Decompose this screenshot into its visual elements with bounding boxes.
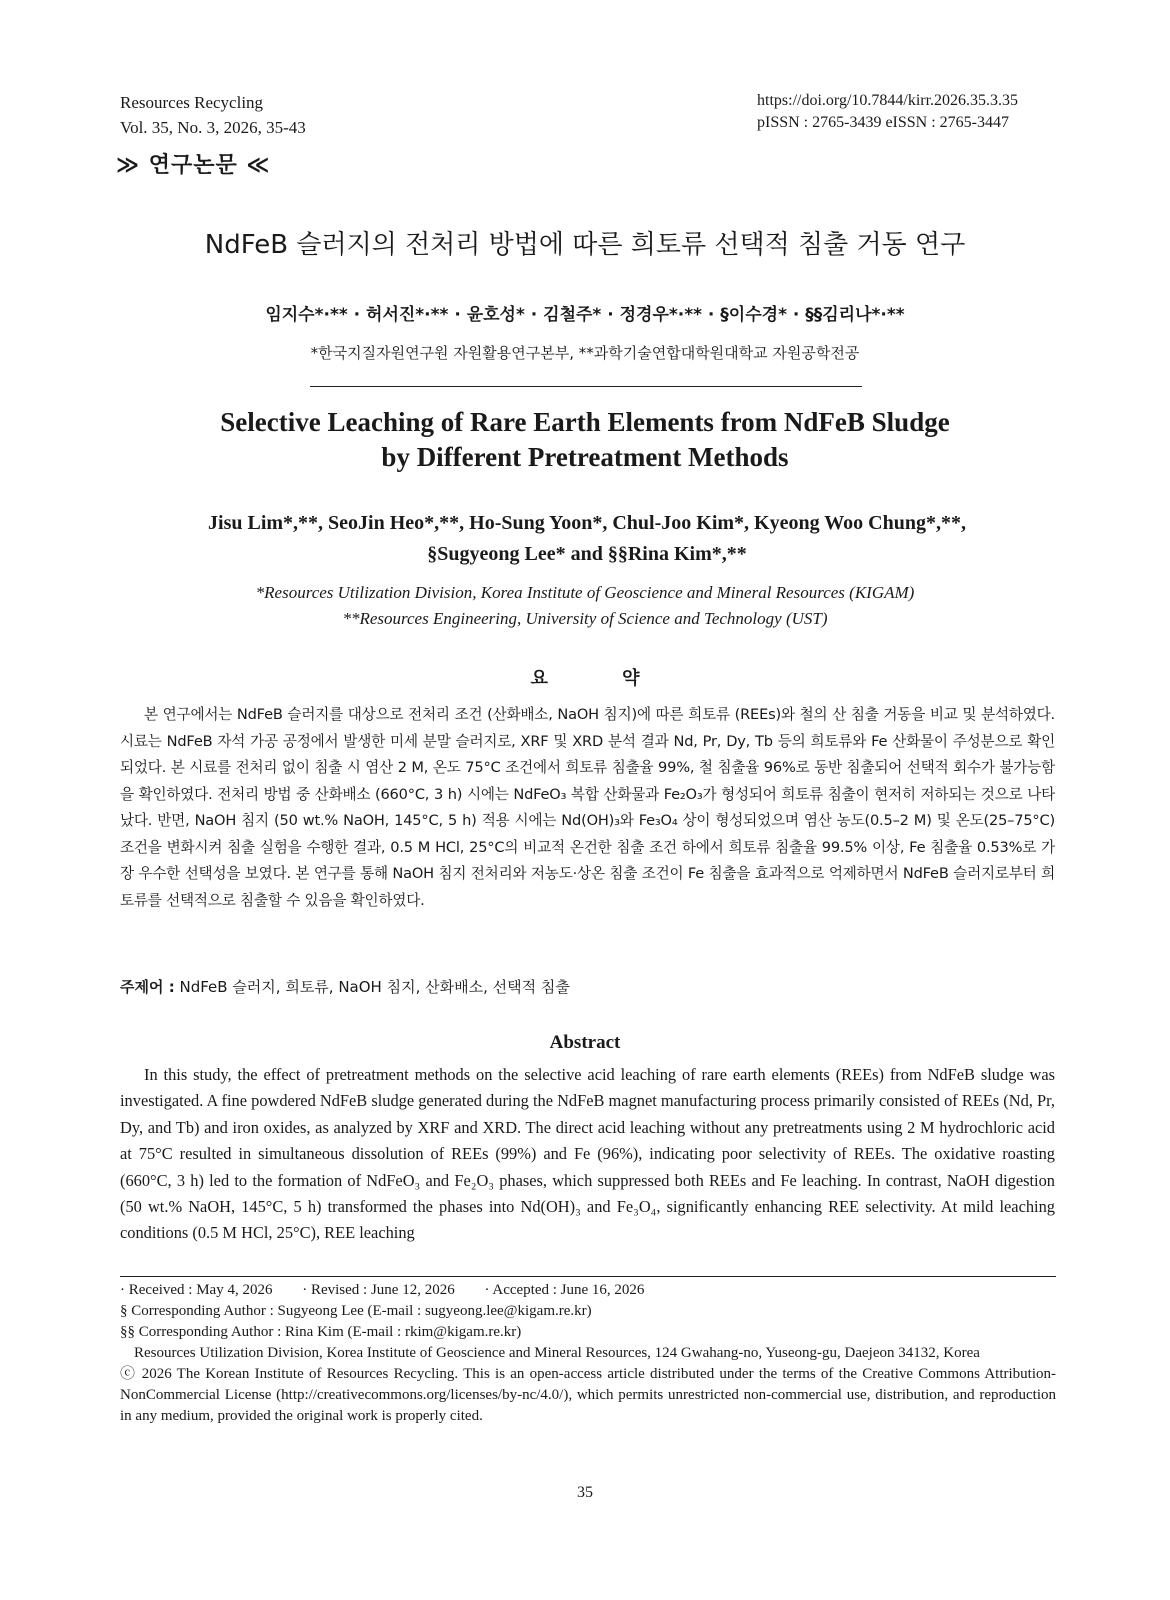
keywords-list: NdFeB 슬러지, 희토류, NaOH 침지, 산화배소, 선택적 침출 (179, 978, 570, 996)
revised-date: · Revised : June 12, 2026 (302, 1282, 455, 1298)
english-title-line1: Selective Leaching of Rare Earth Elements from NdFeB Sludge (220, 407, 950, 437)
korean-title: NdFeB 슬러지의 전처리 방법에 따른 희토류 선택적 침출 거동 연구 (204, 230, 966, 260)
english-affiliation-line2: **Resources Engineering, University of Science and Technology (UST) (342, 609, 828, 628)
volume-info: Vol. 35, No. 3, 2026, 35-43 (120, 118, 306, 137)
summary-heading: 요 약 (530, 668, 674, 689)
english-abstract: In this study, the effect of pretreatment methods on the selective acid leaching of rare earth elements (REEs) from NdFeB sludge was investigated. A fine powdered NdFeB sludge generated during the NdFeB magnet manufacturing process primarily consisted of REEs (Nd, Pr, Dy, and Tb) and iron oxides, as analyzed by XRF and XRD. The direct acid leaching without any pretreatments using 2 M hydrochloric acid at 75°C resulted in simultaneous dissolution of REEs (99%) and Fe (96%), indicating poor selectivity of REEs. The oxidative roasting (660°C, 3 h) led to the formation of NdFeO₃ and Fe₂O₃ phases, which suppressed both REEs and Fe leaching. In contrast, NaOH digestion (50 wt.% NaOH, 145°C, 5 h) transformed the phases into Nd(OH)₃ and Fe₃O₄, significantly enhancing REE selectivity. At mild leaching conditions (0.5 M HCl, 25°C), REE leaching (120, 1065, 1055, 1243)
english-authors (168, 508, 1006, 570)
issn: pISSN : 2765-3439 eISSN : 2765-3447 (757, 114, 1010, 131)
corresponding-author-2: §§ Corresponding Author : Rina Kim (E-mail : rkim@kigam.re.kr) (120, 1324, 522, 1340)
doi-link[interactable]: https://doi.org/10.7844/kirr.2026.35.3.35 (757, 92, 1019, 109)
received-date: · Received : May 4, 2026 (120, 1282, 273, 1298)
english-title-line2: by Different Pretreatment Methods (381, 442, 789, 472)
page-number: 35 (577, 1484, 593, 1501)
journal-name: Resources Recycling (120, 93, 264, 112)
article-dates (120, 1280, 1056, 1301)
english-affiliation (0, 580, 1170, 632)
english-affiliation-line1: *Resources Utilization Division, Korea Institute of Geoscience and Mineral Resources (KIGAM) (255, 583, 915, 602)
doi-info (757, 90, 1018, 134)
korean-abstract: 본 연구에서는 NdFeB 슬러지를 대상으로 전처리 조건 (산화배소, NaOH 침지)에 따른 희토류 (REEs)와 철의 산 침출 거동을 비교 및 분석하였다. 시료는 NdFeB 자석 가공 공정에서 발생한 미세 분말 슬러지로, XRF 및 XRD 분석 결과 Nd, Pr, Dy, Tb 등의 희토류와 Fe 산화물이 주성분으로 확인되었다. 본 시료를 전처리 없이 침출 시 염산 2 M, 온도 75°C 조건에서 희토류 침출율 99%, 철 침출율 96%로 동반 침출되어 선택적 회수가 불가능함을 확인하였다. 전처리 방법 중 산화배소 (660°C, 3 h) 시에는 NdFeO₃ 복합 산화물과 Fe₂O₃가 형성되어 희토류 침출이 현저히 저하되는 것으로 나타났다. 반면, NaOH 침지 (50 wt.% NaOH, 145°C, 5 h) 적용 시에는 Nd(OH)₃와 Fe₃O₄ 상이 형성되었으며 염산 농도(0.5–2 M) 및 온도(25–75°C) 조건을 변화시켜 침출 실험을 수행한 결과, 0.5 M HCl, 25°C의 비교적 온건한 침출 조건 하에서 희토류 침출율 99.5% 이상, Fe 침출율 0.53%로 가장 우수한 선택성을 보였다. 본 연구를 통해 NaOH 침지 전처리와 저농도·상온 침출 조건이 Fe 침출을 효과적으로 억제하면서 NdFeB 슬러지로부터 희토류를 선택적으로 침출할 수 있음을 확인하였다. (120, 706, 1055, 909)
corresponding-author-1: § Corresponding Author : Sugyeong Lee (E-mail : sugyeong.lee@kigam.re.kr) (120, 1303, 592, 1319)
author-address: Resources Utilization Division, Korea Institute of Geoscience and Mineral Resources, 124 Gwahang-no, Yuseong-gu, Daejeon 34132, Korea (134, 1345, 980, 1361)
korean-authors: 임지수*·** · 허서진*·** · 윤호성* · 김철주* · 정경우*·** · §이수경* · §§김리나*·** (265, 305, 905, 325)
keywords-label: 주제어 : (120, 978, 175, 996)
english-authors-line2: §Sugyeong Lee* and §§Rina Kim*,** (427, 543, 747, 565)
accepted-date: · Accepted : June 16, 2026 (484, 1282, 645, 1298)
footnotes (120, 1280, 1056, 1427)
license-statement: ⓒ 2026 The Korean Institute of Resources Recycling. This is an open-access article distributed under the terms of the Creative Commons Attribution-NonCommercial License (http://creativecommons.org/licenses/by-nc/4.0/), which permits unrestricted non-commercial use, distribution, and reproduction in any medium, provided the original work is properly cited. (120, 1366, 1056, 1424)
journal-info (120, 90, 306, 140)
english-authors-line1: Jisu Lim*,**, SeoJin Heo*,**, Ho-Sung Yoon*, Chul-Joo Kim*, Kyeong Woo Chung*,**, (208, 512, 966, 534)
keywords (120, 976, 570, 997)
title-divider (310, 386, 862, 387)
article-category: ≫ 연구논문 ≪ (116, 153, 271, 178)
footnote-divider (120, 1276, 1056, 1277)
english-title (0, 405, 1170, 475)
abstract-heading: Abstract (549, 1032, 621, 1053)
korean-affiliation: *한국지질자원연구원 자원활용연구본부, **과학기술연합대학원대학교 자원공학전공 (310, 344, 860, 362)
